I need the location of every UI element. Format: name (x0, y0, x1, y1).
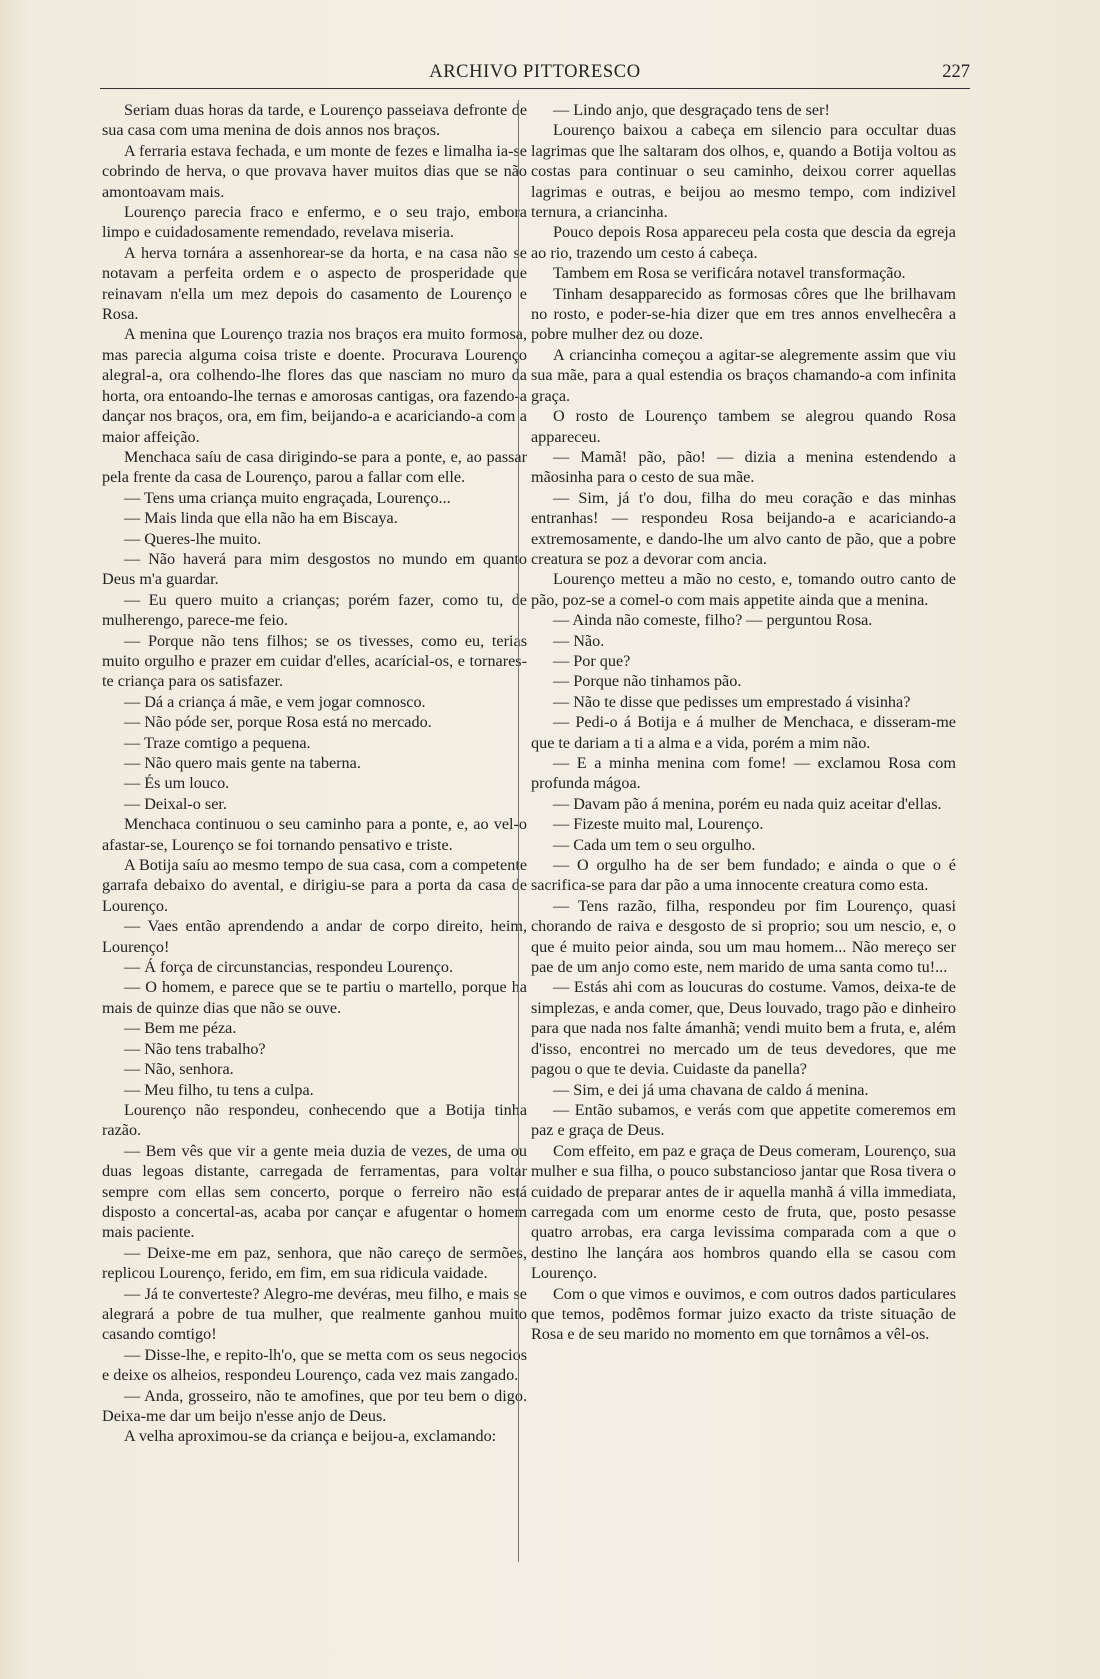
paragraph: — Pedi-o á Botija e á mulher de Menchaca, e disseram-me que te dariam a ti a alma e a vida, porém a mim não. (531, 713, 956, 752)
paragraph: — Deixe-me em paz, senhora, que não careço de sermões, replicou Lourenço, ferido, em fim, em sua ridicula vaidade. (102, 1243, 527, 1283)
paragraph: — Ainda não comeste, filho? — perguntou Rosa. (553, 611, 873, 630)
paragraph: — Cada um tem o seu orgulho. (553, 835, 756, 854)
paragraph: — Já te converteste? Alegro-me devéras, meu filho, e mais se alegrará a pobre de tua mulher, que realmente ganhou muito casando comtigo! (102, 1284, 527, 1344)
paragraph: Tambem em Rosa se verificára notavel transformação. (553, 264, 906, 283)
paragraph: — Não te disse que pedisses um emprestado á visinha? (553, 692, 911, 711)
paragraph: — Vaes então aprendendo a andar de corpo direito, heim, Lourenço! (102, 917, 527, 956)
paragraph: — Sim, e dei já uma chavana de caldo á menina. (553, 1080, 869, 1099)
paragraph: — Mamã! pão, pão! — dizia a menina estendendo a mãosinha para o cesto de sua mãe. (531, 447, 956, 487)
paragraph: Menchaca continuou o seu caminho para a ponte, e, ao vel-o afastar-se, Lourenço se foi tornando pensativo e triste. (102, 815, 527, 854)
paragraph: — Não, senhora. (124, 1060, 234, 1079)
paragraph: — Por que? (553, 651, 631, 670)
paragraph: A Botija saíu ao mesmo tempo de sua casa, com a competente garrafa debaixo do avental, e dirigiu-se para a porta da casa de Lourenço. (102, 856, 527, 915)
paragraph: — Disse-lhe, e repito-lh'o, que se metta com os seus negocios e deixe os alheios, respondeu Lourenço, cada vez mais zangado. (102, 1345, 527, 1385)
paragraph: — O homem, e parece que se te partiu o martello, porque ha mais de quinze dias que não se ouve. (102, 978, 527, 1017)
journal-title: ARCHIVO PITTORESCO (429, 62, 641, 82)
paragraph: — Davam pão á menina, porém eu nada quiz aceitar d'ellas. (553, 794, 942, 813)
paragraph: — Bem vês que vir a gente meia duzia de vezes, de uma ou duas legoas distante, carregada de ferramentas, para voltar sempre com ellas sem concerto, porque o ferreiro não está disposto a concertal-as, acaba por cançar e afugentar o homem mais paciente. (102, 1141, 527, 1242)
paragraph: — Lindo anjo, que desgraçado tens de ser! (553, 101, 830, 119)
paragraph: A menina que Lourenço trazia nos braços era muito formosa, mas parecia alguma coisa triste e doente. Procurava Lourenço alegral-a, ora colhendo-lhe flores das que nasciam no muro da horta, ora entoando-lhe ternas e amorosas cantigas, ora fazendo-a dançar nos braços, ora, em fim, beijando-a e acariciando-a com a maior affeição. (102, 325, 527, 446)
paragraph: — Eu quero muito a crianças; porém fazer, como tu, de mulherengo, parece-me feio. (102, 590, 527, 630)
paragraph: A herva tornára a assenhorear-se da horta, e na casa não se notavam a perfeita ordem e o aspecto de prosperidade que reinavam n'ella um mez depois do casamento de Lourenço e Rosa. (102, 243, 527, 324)
paragraph: Lourenço baixou a cabeça em silencio para occultar duas lagrimas que lhe saltaram dos olhos, e, quando a Botija voltou as costas para continuar o seu caminho, deixou correr aquellas lagrimas e outras, e beijou ao mesmo tempo, com indizivel ternura, a criancinha. (531, 121, 956, 222)
paragraph: — Traze comtigo a pequena. (124, 733, 311, 752)
paragraph: — Bem me péza. (124, 1019, 237, 1038)
paragraph: Tinham desapparecido as formosas côres que lhe brilhavam no rosto, e poder-se-hia dizer que em tres annos envelhecêra a pobre mulher dez ou doze. (531, 284, 956, 344)
paragraph: — Meu filho, tu tens a culpa. (124, 1080, 314, 1099)
paragraph: Lourenço parecia fraco e enfermo, e o seu trajo, embora limpo e cuidadosamente remendado, revelava miseria. (102, 203, 527, 242)
paragraph: — Então subamos, e verás com que appetite comeremos em paz e graça de Deus. (531, 1100, 956, 1140)
paragraph: — Á força de circunstancias, respondeu Lourenço. (124, 958, 454, 977)
paragraph: — És um louco. (124, 774, 230, 793)
paragraph: Pouco depois Rosa appareceu pela costa que descia da egreja ao rio, trazendo um cesto á cabeça. (531, 223, 956, 262)
paragraph: — Fizeste muito mal, Lourenço. (553, 815, 764, 834)
paragraph: Lourenço não respondeu, conhecendo que a Botija tinha razão. (102, 1100, 527, 1140)
page-number: 227 (942, 62, 970, 82)
paragraph: Menchaca saíu de casa dirigindo-se para a ponte, e, ao passar pela frente da casa de Lourenço, parou a fallar com elle. (102, 447, 527, 487)
paragraph: — Não. (553, 631, 605, 650)
paragraph: — Não quero mais gente na taberna. (124, 754, 361, 772)
paragraph: A criancinha começou a agitar-se alegremente assim que viu sua mãe, para a qual estendia os braços chamando-a com infinita graça. (531, 345, 956, 405)
paragraph: — Porque não tens filhos; se os tivesses, como eu, terias muito orgulho e prazer em cuidar d'elles, acarícial-os, e tornares-te criança para os satisfazer. (102, 631, 527, 691)
paragraph: O rosto de Lourenço tambem se alegrou quando Rosa appareceu. (531, 407, 956, 446)
paragraph: — Queres-lhe muito. (124, 529, 262, 548)
paragraph: — Não haverá para mim desgostos no mundo em quanto Deus m'a guardar. (102, 549, 527, 589)
paragraph: — Sim, já t'o dou, filha do meu coração e das minhas entranhas! — respondeu Rosa beijando-a e acariciando-a extremosamente, e dando-lhe um alvo canto de pão, que a pobre creatura se poz a devorar com ancia. (531, 488, 956, 568)
paragraph: — Tens uma criança muito engraçada, Lourenço... (124, 488, 451, 507)
right-column (531, 100, 956, 1345)
paragraph: — Mais linda que ella não ha em Biscaya. (124, 509, 398, 528)
paragraph: — Não tens trabalho? (124, 1039, 266, 1058)
paragraph: Seriam duas horas da tarde, e Lourenço passeiava defronte de sua casa com uma menina de dois annos nos braços. (102, 101, 527, 140)
paragraph: — Não póde ser, porque Rosa está no mercado. (124, 713, 432, 732)
left-column (102, 100, 527, 1447)
paragraph: A ferraria estava fechada, e um monte de fezes e limalha ia-se cobrindo de herva, o que provava haver muitos dias que se não amontoavam mais. (102, 141, 527, 201)
paragraph: A velha aproximou-se da criança e beijou-a, exclamando: (124, 1427, 497, 1446)
paragraph: — Porque não tinhamos pão. (553, 672, 742, 691)
paragraph: — Anda, grosseiro, não te amofines, que por teu bem o digo. Deixa-me dar um beijo n'esse anjo de Deus. (102, 1386, 527, 1425)
column-divider (518, 100, 519, 1562)
paragraph: — Deixal-o ser. (124, 794, 227, 813)
paragraph: Com effeito, em paz e graça de Deus comeram, Lourenço, sua mulher e sua filha, o pouco substancioso jantar que Rosa tivera o cuidado de preparar antes de ir aquella manhã á villa immediata, carregada com um enorme cesto de fruta, que, posto pesasse quatro arrobas, era carga levissima comparada com a que o destino lhe lançára aos hombros quando ella se casou com Lourenço. (531, 1141, 956, 1283)
paragraph: — E a minha menina com fome! — exclamou Rosa com profunda mágoa. (531, 754, 956, 793)
running-header (100, 62, 970, 89)
paragraph: — Estás ahi com as loucuras do costume. Vamos, deixa-te de simplezas, e anda comer, que, Deus louvado, trago pão e dinheiro para que nada nos falte ámanhã; vendi muito bem a fruta, e, além d'isso, encontrei no mercado um de teus devedores, que me pagou o que te devia. Cuidaste da panella? (531, 978, 956, 1079)
paragraph: — O orgulho ha de ser bem fundado; e ainda o que o é sacrifica-se para dar pão a uma innocente creatura como esta. (531, 856, 956, 895)
paragraph: Lourenço metteu a mão no cesto, e, tomando outro canto de pão, poz-se a comel-o com mais appetite ainda que a menina. (531, 570, 956, 609)
paragraph: — Dá a criança á mãe, e vem jogar comnosco. (124, 692, 426, 711)
paragraph: — Tens razão, filha, respondeu por fim Lourenço, quasi chorando de raiva e desgosto de si proprio; sou um nescio, e, o que é muito peior ainda, sou um mau homem... Não mereço ser pae de um anjo como este, nem marido de uma santa como tu!... (531, 896, 956, 977)
paragraph: Com o que vimos e ouvimos, e com outros dados particulares que temos, podêmos formar juizo exacto da triste situação de Rosa e de seu marido no momento em que tornâmos a vêl-os. (531, 1284, 956, 1344)
